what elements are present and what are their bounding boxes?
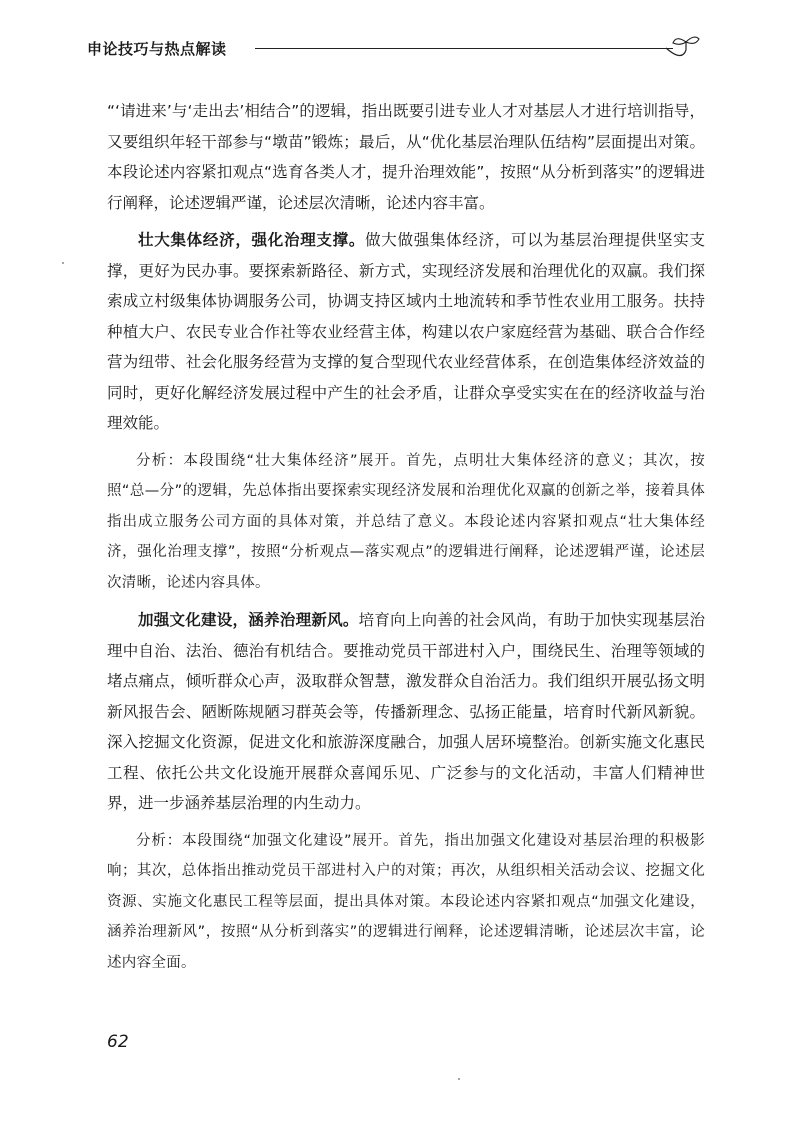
analysis-collective-economy: 分析：本段围绕“壮大集体经济”展开。首先，点明壮大集体经济的意义；其次，按照“总—分”的逻辑，先总体指出要探索实现经济发展和治理优化双赢的创新之举，接着具体指出成立服务公司方面的具体对策，并总结了意义。本段论述内容紧扣观点“壮大集体经济，强化治理支撑”，按照“分析观点—落实观点”的逻辑进行阐释，论述逻辑严谨，论述层次清晰，论述内容具体。 <box>107 452 705 591</box>
body-text <box>107 96 705 978</box>
heading-culture: 加强文化建设，涵养治理新风。 <box>138 611 359 629</box>
header-rule <box>255 48 673 49</box>
paragraph-culture <box>107 605 705 819</box>
sprout-icon <box>664 36 702 62</box>
paragraph-body: 培育向上向善的社会风尚，有助于加快实现基层治理中自治、法治、德治有机结合。要推动党员干部进村入户，围绕民生、治理等领域的堵点痛点，倾听群众心声，汲取群众智慧，激发群众自治活力。我们组织开展弘扬文明新风报告会、陋断陈规陋习群英会等，传播新理念、弘扬正能量，培育时代新风新貌。深入挖掘文化资源，促进文化和旅游深度融合，加强人居环境整治。创新实施文化惠民工程、依托公共文化设施开展群众喜闻乐见、广泛参与的文化活动，丰富人们精神世界，进一步涵养基层治理的内生动力。 <box>107 611 705 812</box>
header-title: 申论技巧与热点解读 <box>87 40 227 58</box>
paragraph-body: 做大做强集体经济，可以为基层治理提供坚实支撑，更好为民办事。要探索新路径、新方式，实现经济发展和治理优化的双赢。我们探索成立村级集体协调服务公司，协调支持区域内土地流转和季节性农业用工服务。扶持种植大户、农民专业合作社等农业经营主体，构建以农户家庭经营为基础、联合合作经营为纽带、社会化服务经营为支撑的复合型现代农业经营体系，在创造集体经济效益的同时，更好化解经济发展过程中产生的社会矛盾，让群众享受实实在在的经济收益与治理效能。 <box>107 231 705 432</box>
paragraph-continued: “‘请进来’与‘走出去’相结合”的逻辑，指出既要引进专业人才对基层人才进行培训指导，又要组织年轻干部参与“墩苗”锻炼；最后，从“优化基层治理队伍结构”层面提出对策。本段论述内容紧扣观点“选育各类人才，提升治理效能”，按照“从分析到落实”的逻辑进行阐释，论述逻辑严谨，论述层次清晰，论述内容丰富。 <box>107 102 705 212</box>
paragraph-collective-economy <box>107 225 705 439</box>
scan-speck <box>458 1078 460 1080</box>
page-number: 62 <box>107 1032 129 1052</box>
analysis-culture: 分析：本段围绕“加强文化建设”展开。首先，指出加强文化建设对基层治理的积极影响；其次，总体指出推动党员干部进村入户的对策；再次，从组织相关活动会议、挖掘文化资源、实施文化惠民工程等层面，提出具体对策。本段论述内容紧扣观点“加强文化建设，涵养治理新风”，按照“从分析到落实”的逻辑进行阐释，论述逻辑清晰，论述层次丰富，论述内容全面。 <box>107 832 705 971</box>
running-header <box>87 36 702 66</box>
heading-collective-economy: 壮大集体经济，强化治理支撑。 <box>138 231 366 249</box>
scan-speck <box>62 262 64 264</box>
